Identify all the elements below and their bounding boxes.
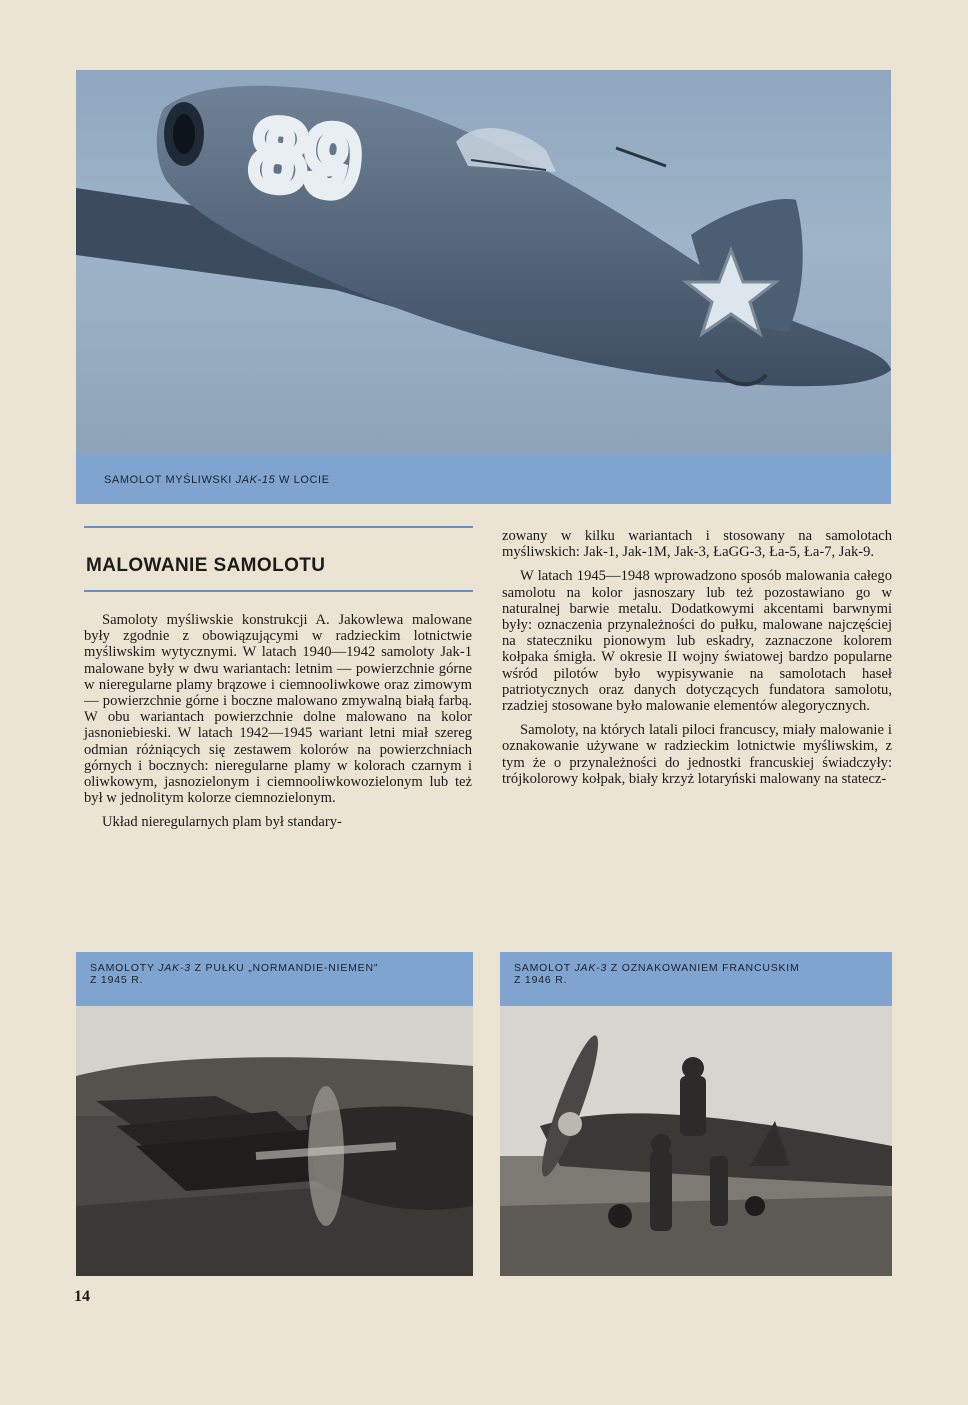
tail-number: 89 [246, 99, 365, 218]
right-caption-line1 [514, 962, 880, 974]
left-caption-unit: Z PUŁKU „NORMANDIE-NIEMEN" [194, 962, 379, 974]
section-title: MALOWANIE SAMOLOTU [86, 555, 326, 576]
right-caption-marking: Z OZNAKOWANIEM FRANCUSKIM [610, 962, 800, 974]
right-caption-line2: Z 1946 R. [514, 974, 568, 986]
left-photo-caption [76, 952, 473, 1008]
right-photo-caption [500, 952, 892, 1008]
aircraft-with-crew-photo-icon [500, 1006, 892, 1276]
left-caption-model: JAK-3 [158, 962, 191, 974]
left-paragraph: Samoloty myśliwskie konstrukcji A. Jakowlewa malowane były zgodnie z obowiązującymi w radzieckim lotnictwie myśliwskim wytycznymi. W latach 1940—1942 samoloty Jak-1 malowane były w dwu wariantach: letnim — powierzchnie górne w nieregularne plamy brązowe i ciemnooliwkowe oraz zimowym — powierzchnie górne i boczne malowano zmywalną białą farbą. W obu wariantach powierzchnie dolne malowano na kolor jasnoniebieski. W latach 1942—1945 wariant letni miał szereg odmian różniących się zestawem kolorów na powierzchniach górnych i bocznych: nieregularne plamy w kolorach czarnym i oliwkowym, jasnozielonym i ciemnooliwkowozielonym lub też był w jednolitym kolorze ciemnozielonym. [84, 612, 472, 807]
top-photo-caption [76, 454, 891, 504]
left-paragraph: Układ nieregularnych plam był standary- [102, 814, 342, 831]
divider-top [84, 526, 473, 528]
top-photo [76, 70, 891, 454]
divider-bottom [84, 590, 473, 592]
top-caption-end: W LOCIE [278, 474, 330, 486]
page-number: 14 [74, 1288, 90, 1305]
left-column [84, 612, 472, 839]
right-column [502, 528, 892, 795]
parked-aircraft-photo-icon [76, 1006, 473, 1276]
right-photo [500, 1006, 892, 1276]
left-caption-line1 [90, 962, 461, 974]
top-caption-model: JAK-15 [235, 474, 276, 486]
top-caption-main: SAMOLOT MYŚLIWSKI [104, 474, 232, 486]
right-paragraph: Samoloty, na których latali piloci francuscy, miały malowanie i oznakowanie używane w radzieckim lotnictwie myśliwskim, z tym że o przynależności do jednostki francuskiej świadczyły: trójkolorowy kołpak, biały krzyż lotaryński malowany na statecz- [502, 722, 892, 787]
fighter-plane-photo-icon [76, 70, 891, 454]
left-caption-line2: Z 1945 R. [90, 974, 144, 986]
right-paragraph: zowany w kilku wariantach i stosowany na samolotach myśliwskich: Jak-1, Jak-1M, Jak-3, ŁaGG-3, Ła-5, Ła-7, Jak-9. [502, 528, 892, 561]
right-paragraph: W latach 1945—1948 wprowadzono sposób malowania całego samolotu na kolor jasnoszary lub też pozostawiano go w naturalnej barwie metalu. Dodatkowymi akcentami barwnymi były: oznaczenia przynależności do pułku, malowane najczęściej na stateczniku pionowym lub eskadry, zaznaczone kolorem kołpaka śmigła. W okresie II wojny światowej bardzo popularne wśród pilotów było wypisywanie na samolotach haseł patriotycznych oraz danych dotyczących fundatora samolotu, rzadziej stosowane było malowanie elementów alegorycznych. [502, 568, 892, 715]
left-caption-text: SAMOLOTY [90, 962, 155, 974]
right-caption-model: JAK-3 [574, 962, 608, 974]
right-caption-text: SAMOLOT [514, 962, 571, 974]
left-photo [76, 1006, 473, 1276]
